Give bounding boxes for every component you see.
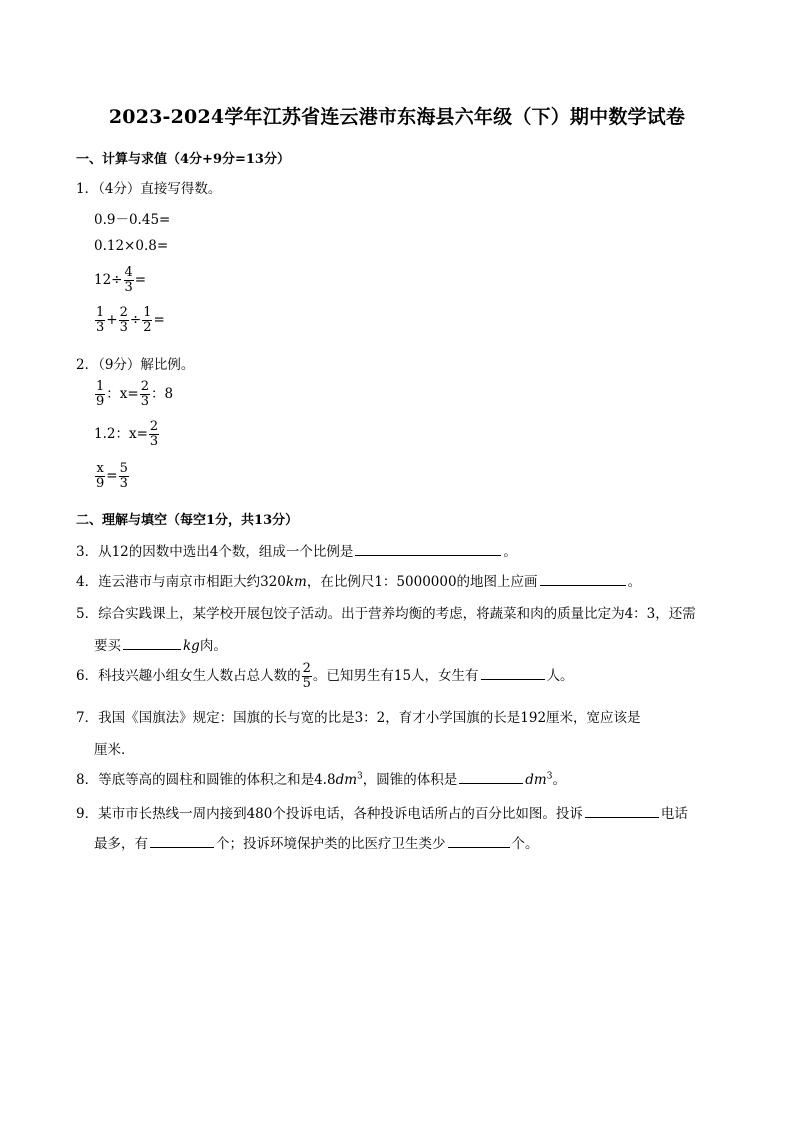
q2-eq-1: $\frac{1}{9}$ ：x= $\frac{2}{3}$ ：8 — [96, 379, 174, 409]
answer-blank — [150, 833, 214, 848]
fraction: $\frac{2}{3}$ — [140, 379, 149, 409]
q2-eq-2: 1.2：x= $\frac{2}{3}$ — [94, 419, 159, 449]
answer-blank — [459, 769, 523, 784]
q2-eq-3: $\frac{x}{9}$ = $\frac{5}{3}$ — [96, 461, 128, 491]
q7-line-1: 7．我国《国旗法》规定：国旗的长与宽的比是3：2，育才小学国旗的长是192厘米，宽应该是 — [76, 710, 641, 726]
fraction: $\frac{5}{3}$ — [119, 461, 128, 491]
answer-blank — [123, 635, 181, 650]
section-1-heading: 一、计算与求值（4分+9分=13分） — [76, 152, 290, 167]
fraction: $\frac{1}{2}$ — [143, 305, 152, 335]
q8: 8．等底等高的圆柱和圆锥的体积之和是$4.8dm^3$，圆锥的体积是 $dm^3$。 — [76, 768, 566, 788]
answer-blank — [585, 803, 659, 818]
q1-heading: 1．（4分）直接写得数。 — [76, 181, 222, 197]
fraction: $\frac{2}{3}$ — [149, 419, 159, 449]
fraction: $\frac{2}{5}$ — [302, 661, 311, 691]
answer-blank — [540, 571, 626, 586]
section-2-heading: 二、理解与填空（每空1分，共13分） — [76, 513, 299, 528]
q1-expr-1: 0.9－0.45= — [94, 212, 171, 228]
q1-expr-2: 0.12×0.8= — [94, 238, 169, 254]
fraction: $\frac{2}{3}$ — [119, 305, 128, 335]
q5-line-1: 5．综合实践课上，某学校开展包饺子活动。出于营养均衡的考虑，将蔬菜和肉的质量比定为4：3，还需 — [76, 606, 696, 622]
q9-line-2: 最多，有 个；投诉环境保护类的比医疗卫生类少 个。 — [94, 832, 539, 852]
fraction: $\frac{1}{3}$ — [96, 305, 105, 335]
fraction: $\frac{x}{9}$ — [96, 461, 105, 491]
q4: 4．连云港市与南京市相距大约320km，在比例尺1：5000000的地图上应画 。 — [76, 570, 641, 590]
fraction: $\frac{1}{9}$ — [96, 379, 105, 409]
q7-line-2: 厘米． — [94, 742, 135, 758]
q2-heading: 2．（9分）解比例。 — [76, 357, 195, 373]
page-title: 2023-2024学年江苏省连云港市东海县六年级（下）期中数学试卷 — [108, 106, 686, 128]
q9-line-1: 9．某市市长热线一周内接到480个投诉电话，各种投诉电话所占的百分比如图。投诉 电话 — [76, 802, 688, 822]
answer-blank — [448, 833, 510, 848]
q6: 6．科技兴趣小组女生人数占总人数的 $\frac{2}{5}$ 。已知男生有15人，女生有 人。 — [76, 661, 574, 691]
answer-blank — [355, 541, 501, 556]
fraction: $\frac{4}{3}$ — [124, 265, 133, 295]
q1-expr-3: 12÷ $\frac{4}{3}$ = — [94, 265, 147, 295]
q5-line-2: 要买 kg肉。 — [94, 634, 227, 654]
q1-expr-4: $\frac{1}{3}$ + $\frac{2}{3}$ ÷ $\frac{1}{2}$ = — [96, 305, 165, 335]
q3: 3．从12的因数中选出4个数，组成一个比例是 。 — [76, 540, 517, 560]
answer-blank — [481, 665, 545, 680]
